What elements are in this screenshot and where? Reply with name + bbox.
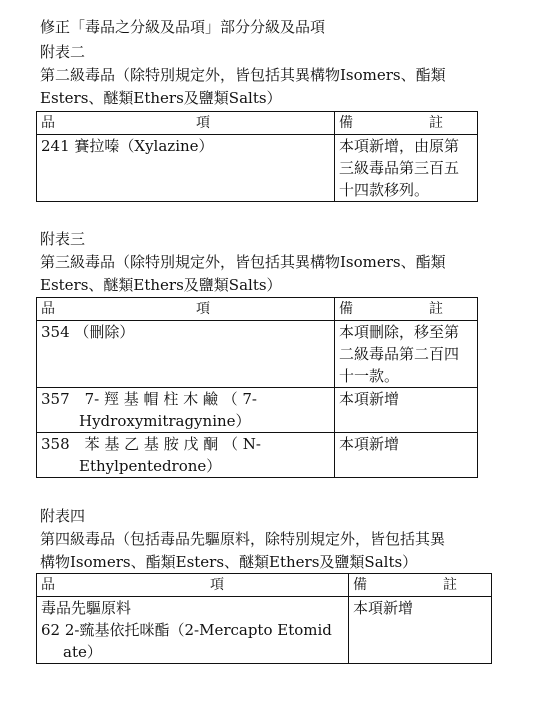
header-item-cell bbox=[37, 112, 335, 135]
annex-3-label: 附表三 bbox=[40, 230, 86, 248]
note-cell: 本項新增，由原第三級毒品第三百五十四款移列。 bbox=[335, 135, 478, 202]
header-note-cell bbox=[335, 112, 478, 135]
header-note-char: 備 bbox=[353, 577, 367, 593]
annex-2-heading-line1: 第二級毒品（除特別規定外，皆包括其異構物Isomers、酯類 bbox=[40, 66, 446, 84]
header-item-cell bbox=[37, 574, 349, 597]
note-cell: 本項新增 bbox=[335, 433, 478, 478]
annex-3-heading-line1: 第三級毒品（除特別規定外，皆包括其異構物Isomers、酯類 bbox=[40, 253, 446, 271]
table-header-row bbox=[37, 298, 478, 321]
header-item-char: 項 bbox=[196, 301, 210, 317]
table-row bbox=[37, 433, 478, 478]
annex-3-table bbox=[36, 297, 478, 478]
item-line-1: 357 7- 羥 基 帽 柱 木 鹼 （ 7- bbox=[41, 390, 257, 408]
annex-2-heading-line2: Esters、醚類Ethers及鹽類Salts） bbox=[40, 89, 282, 107]
annex-4-label: 附表四 bbox=[40, 507, 86, 525]
header-note-cell bbox=[335, 298, 478, 321]
item-line-2: 62 2-巰基依托咪酯（2-Mercapto Etomid bbox=[41, 621, 332, 639]
item-line-3: ate） bbox=[63, 643, 102, 661]
table-row bbox=[37, 388, 478, 433]
header-item-char: 品 bbox=[41, 577, 55, 593]
annex-2-table bbox=[36, 111, 478, 202]
header-item-cell bbox=[37, 298, 335, 321]
header-item-char: 項 bbox=[210, 577, 224, 593]
table-header-row bbox=[37, 112, 478, 135]
header-item-char: 項 bbox=[196, 115, 210, 131]
annex-4-table bbox=[36, 573, 492, 664]
header-note-char: 註 bbox=[429, 115, 443, 131]
annex-3-heading-line2: Esters、醚類Ethers及鹽類Salts） bbox=[40, 276, 282, 294]
note-cell: 本項新增 bbox=[335, 388, 478, 433]
table-row bbox=[37, 321, 478, 388]
note-cell: 本項新增 bbox=[349, 597, 492, 664]
item-line-1: 358 苯 基 乙 基 胺 戊 酮 （ N- bbox=[41, 435, 261, 453]
item-cell: 354 （刪除） bbox=[37, 321, 335, 388]
header-note-char: 備 bbox=[339, 301, 353, 317]
item-cell bbox=[37, 388, 335, 433]
annex-4-heading-line1: 第四級毒品（包括毒品先驅原料，除特別規定外，皆包括其異 bbox=[40, 530, 446, 548]
table-row bbox=[37, 597, 492, 664]
header-item-char: 品 bbox=[41, 301, 55, 317]
table-row bbox=[37, 135, 478, 202]
table-header-row bbox=[37, 574, 492, 597]
document-title: 修正「毒品之分級及品項」部分分級及品項 bbox=[40, 18, 326, 36]
item-line-2: Hydroxymitragynine） bbox=[79, 412, 251, 430]
item-cell bbox=[37, 597, 349, 664]
item-line-1: 毒品先驅原料 bbox=[41, 599, 132, 617]
header-note-char: 註 bbox=[443, 577, 457, 593]
header-item-char: 品 bbox=[41, 115, 55, 131]
header-note-char: 備 bbox=[339, 115, 353, 131]
item-line-2: Ethylpentedrone） bbox=[79, 457, 222, 475]
item-cell: 241 賽拉嗪（Xylazine） bbox=[37, 135, 335, 202]
header-note-char: 註 bbox=[429, 301, 443, 317]
header-note-cell bbox=[349, 574, 492, 597]
annex-4-heading-line2: 構物Isomers、酯類Esters、醚類Ethers及鹽類Salts） bbox=[40, 553, 418, 571]
note-cell: 本項刪除，移至第二級毒品第二百四十一款。 bbox=[335, 321, 478, 388]
item-cell bbox=[37, 433, 335, 478]
annex-2-label: 附表二 bbox=[40, 43, 86, 61]
